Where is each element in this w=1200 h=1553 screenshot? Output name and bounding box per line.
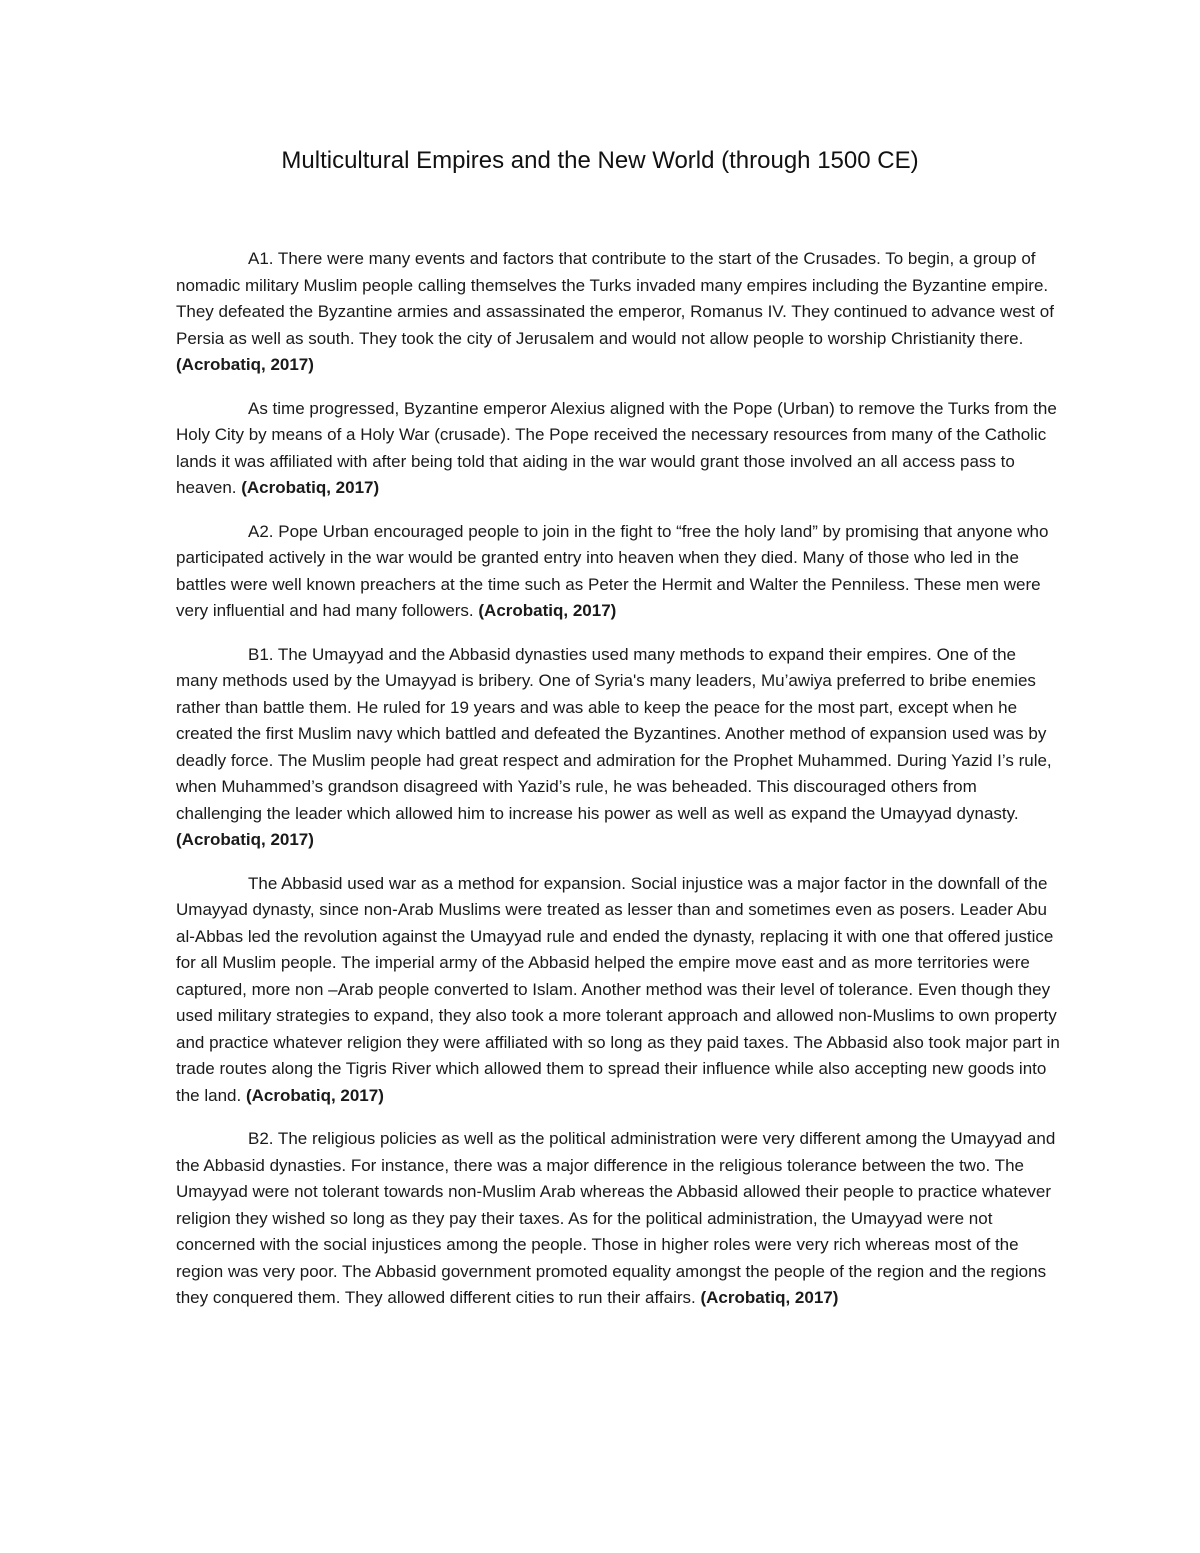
citation: (Acrobatiq, 2017) [176, 830, 314, 849]
citation: (Acrobatiq, 2017) [241, 478, 380, 497]
citation: (Acrobatiq, 2017) [478, 601, 617, 620]
document-body [176, 246, 1062, 1329]
paragraph-b1 [176, 642, 1062, 854]
paragraph-text: The Abbasid used war as a method for expansion. Social injustice was a major factor in the downfall of the Umayyad dynasty, since non-Arab Muslims were treated as lesser than and sometimes even as posers. Leader Abu al-Abbas led the revolution against the Umayyad rule and ended the dynasty, replacing it with one that offered justice for all Muslim people. The imperial army of the Abbasid helped the empire move east and as more territories were captured, more non –Arab people converted to Islam. Another method was their level of tolerance. Even though they used military strategies to expand, they also took a more tolerant approach and allowed non-Muslims to own property and practice whatever religion they were affiliated with so long as they paid taxes. The Abbasid also took major part in trade routes along the Tigris River which allowed them to spread their influence while also accepting new goods into the land. [176, 873, 1060, 1105]
paragraph-text: A1. There were many events and factors that contribute to the start of the Crusades. To begin, a group of nomadic military Muslim people calling themselves the Turks invaded many empires including the Byzantine empire. They defeated the Byzantine armies and assassinated the emperor, Romanus IV. They continued to advance west of Persia as well as south. They took the city of Jerusalem and would not allow people to worship Christianity there. [176, 249, 1054, 348]
paragraph-b1-continued [176, 871, 1062, 1110]
paragraph-text: As time progressed, Byzantine emperor Alexius aligned with the Pope (Urban) to remove the Turks from the Holy City by means of a Holy War (crusade). The Pope received the necessary resources from many of the Catholic lands it was affiliated with after being told that aiding in the war would grant those involved an all access pass to heaven. [176, 398, 1057, 497]
paragraph-a2 [176, 519, 1062, 625]
paragraph-b2 [176, 1126, 1062, 1312]
citation: (Acrobatiq, 2017) [245, 1085, 384, 1105]
paragraph-text: A2. Pope Urban encouraged people to join in the fight to “free the holy land” by promising that anyone who participated actively in the war would be granted entry into heaven when they died. Many of those who led in the battles were well known preachers at the time such as Peter the Hermit and Walter the Penniless. These men were very influential and had many followers. [176, 521, 1049, 620]
paragraph-text: B2. The religious policies as well as the political administration were very different among the Umayyad and the Abbasid dynasties. For instance, there was a major difference in the religious tolerance between the two. The Umayyad were not tolerant towards non-Muslim Arab whereas the Abbasid allowed their people to practice whatever religion they wished so long as they pay their taxes. As for the political administration, the Umayyad were not concerned with the social injustices among the people. Those in higher roles were very rich whereas most of the region was very poor. The Abbasid government promoted equality amongst the people of the region and the regions they conquered them. They allowed different cities to run their affairs. [176, 1129, 1056, 1307]
citation: (Acrobatiq, 2017) [176, 355, 314, 374]
paragraph-text: B1. The Umayyad and the Abbasid dynasties used many methods to expand their empires. One of the many methods used by the Umayyad is bribery. One of Syria's many leaders, Mu’awiya preferred to bribe enemies rather than battle them. He ruled for 19 years and was able to keep the peace for the most part, except when he created the first Muslim navy which battled and defeated the Byzantines. Another method of expansion used was by deadly force. The Muslim people had great respect and admiration for the Prophet Muhammed. During Yazid I’s rule, when Muhammed’s grandson disagreed with Yazid’s rule, he was beheaded. This discouraged others from challenging the leader which allowed him to increase his power as well as well as expand the Umayyad dynasty. [176, 644, 1052, 823]
document-title: Multicultural Empires and the New World (through 1500 CE) [281, 147, 919, 174]
paragraph-a1-continued [176, 396, 1062, 502]
paragraph-a1 [176, 246, 1062, 379]
citation: (Acrobatiq, 2017) [700, 1288, 839, 1307]
